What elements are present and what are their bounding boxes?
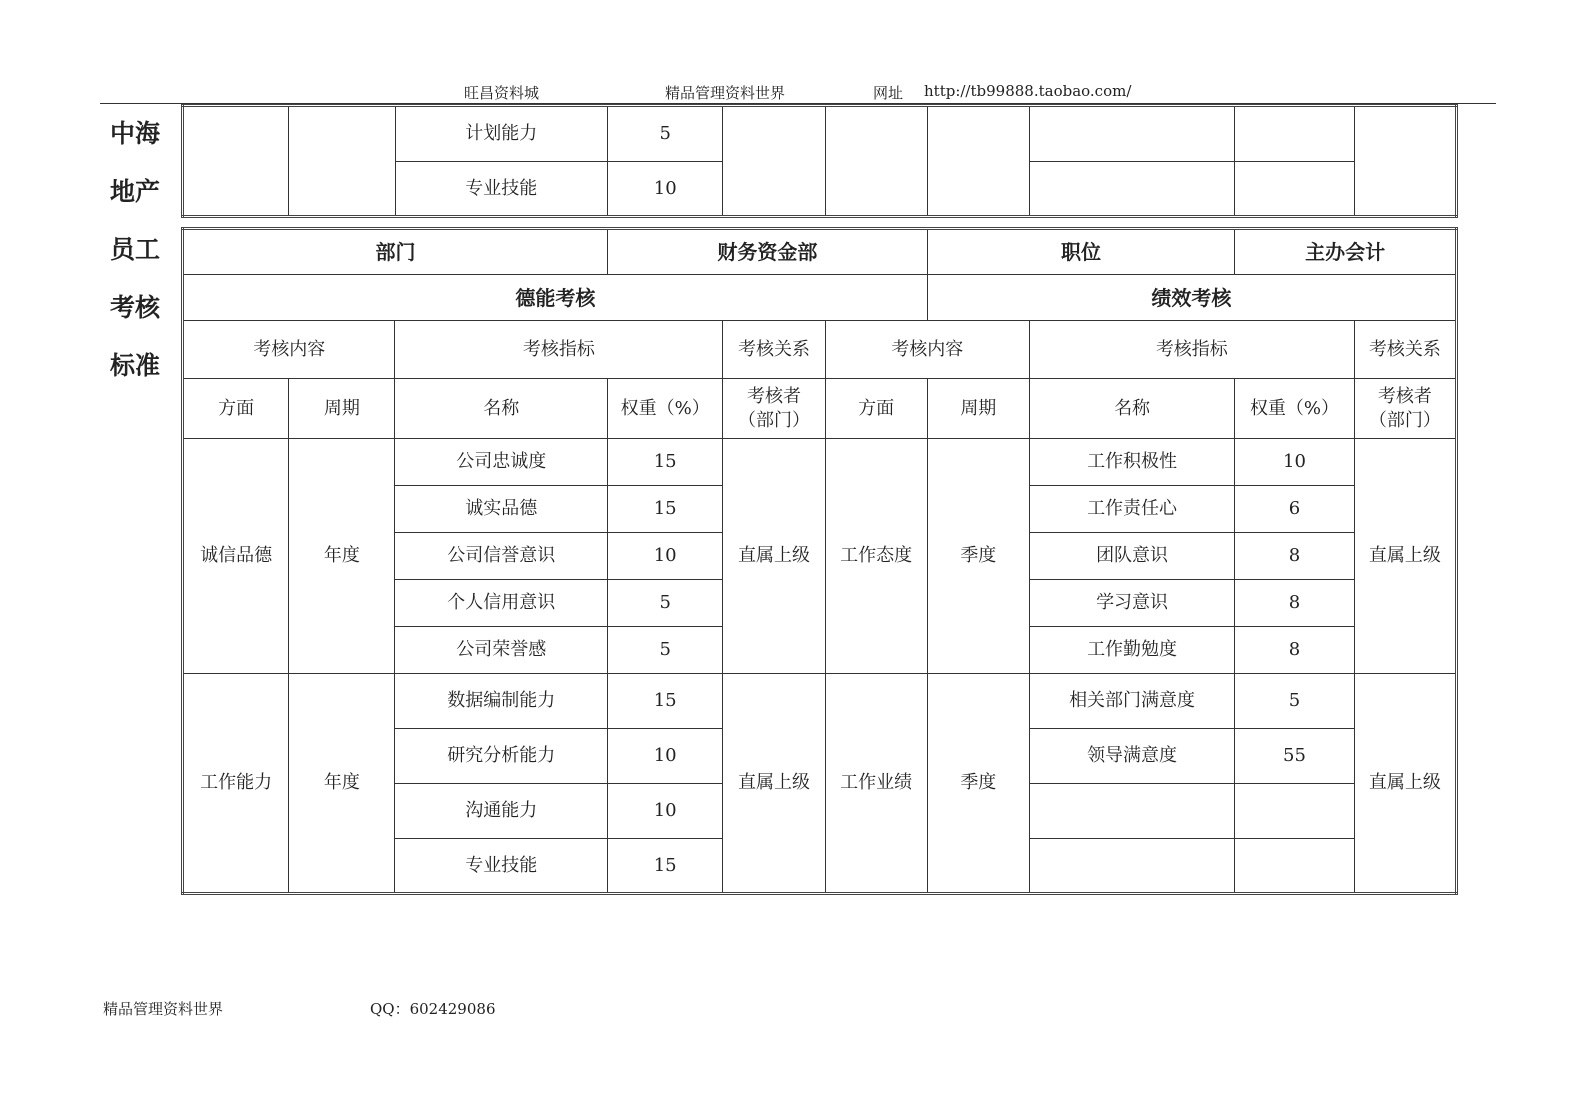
index-weight: 15 bbox=[607, 674, 722, 729]
index-weight: 5 bbox=[607, 580, 722, 627]
header-world: 精品管理资料世界 bbox=[665, 84, 786, 102]
index-name: 公司信誉意识 bbox=[395, 533, 607, 580]
index-name: 研究分析能力 bbox=[395, 729, 607, 784]
col-content: 考核内容 bbox=[183, 321, 395, 379]
position-value: 主办会计 bbox=[1235, 229, 1457, 275]
period-cell: 季度 bbox=[927, 674, 1029, 894]
index-weight: 5 bbox=[608, 106, 723, 162]
index-name: 团队意识 bbox=[1029, 533, 1234, 580]
index-weight: 15 bbox=[607, 839, 722, 894]
index-weight: 8 bbox=[1235, 580, 1355, 627]
column-header bbox=[183, 379, 1457, 439]
index-weight: 55 bbox=[1235, 729, 1355, 784]
col-aspect: 方面 bbox=[825, 379, 927, 439]
column-group-header bbox=[183, 321, 1457, 379]
index-weight: 15 bbox=[607, 486, 722, 533]
index-name: 领导满意度 bbox=[1029, 729, 1234, 784]
aspect-cell: 诚信品德 bbox=[183, 439, 289, 674]
index-name: 工作责任心 bbox=[1029, 486, 1234, 533]
index-name: 相关部门满意度 bbox=[1029, 674, 1234, 729]
period-cell: 年度 bbox=[289, 674, 395, 894]
assessment-table bbox=[181, 227, 1458, 895]
col-content: 考核内容 bbox=[825, 321, 1029, 379]
index-name: 工作勤勉度 bbox=[1029, 627, 1234, 674]
col-assessor: 考核者 （部门） bbox=[1354, 379, 1456, 439]
index-name: 沟通能力 bbox=[395, 784, 607, 839]
index-name: 个人信用意识 bbox=[395, 580, 607, 627]
table-row bbox=[183, 106, 1457, 162]
index-weight: 15 bbox=[607, 439, 722, 486]
dept-label: 部门 bbox=[183, 229, 608, 275]
table-row bbox=[183, 674, 1457, 729]
col-aspect: 方面 bbox=[183, 379, 289, 439]
index-name bbox=[1029, 784, 1234, 839]
index-name bbox=[1029, 839, 1234, 894]
index-name: 计划能力 bbox=[395, 106, 608, 162]
footer-qq: QQ：602429086 bbox=[370, 1000, 496, 1018]
aspect-cell: 工作能力 bbox=[183, 674, 289, 894]
col-name: 名称 bbox=[1029, 379, 1234, 439]
section-row bbox=[183, 275, 1457, 321]
info-row bbox=[183, 229, 1457, 275]
relation-cell: 直属上级 bbox=[723, 674, 825, 894]
index-weight: 10 bbox=[607, 729, 722, 784]
index-name: 专业技能 bbox=[395, 162, 608, 217]
index-weight: 5 bbox=[607, 627, 722, 674]
relation-cell: 直属上级 bbox=[723, 439, 825, 674]
col-assessor: 考核者 （部门） bbox=[723, 379, 825, 439]
side-title-line-4: 考核 bbox=[109, 293, 160, 322]
index-weight: 5 bbox=[1235, 674, 1355, 729]
col-weight: 权重（%） bbox=[1235, 379, 1355, 439]
table-row bbox=[183, 439, 1457, 486]
index-name: 诚实品德 bbox=[395, 486, 607, 533]
col-relation: 考核关系 bbox=[723, 321, 825, 379]
period-cell: 年度 bbox=[289, 439, 395, 674]
dept-value: 财务资金部 bbox=[607, 229, 927, 275]
col-index: 考核指标 bbox=[395, 321, 723, 379]
col-name: 名称 bbox=[395, 379, 607, 439]
index-name: 学习意识 bbox=[1029, 580, 1234, 627]
section-ethics: 德能考核 bbox=[183, 275, 928, 321]
index-weight: 10 bbox=[1235, 439, 1355, 486]
index-weight bbox=[1235, 784, 1355, 839]
period-cell: 季度 bbox=[927, 439, 1029, 674]
col-weight: 权重（%） bbox=[607, 379, 722, 439]
side-title-line-1: 中海 bbox=[109, 119, 160, 148]
side-title-line-3: 员工 bbox=[109, 235, 160, 264]
index-weight: 10 bbox=[608, 162, 723, 217]
index-weight: 8 bbox=[1235, 627, 1355, 674]
col-index: 考核指标 bbox=[1029, 321, 1354, 379]
index-weight: 6 bbox=[1235, 486, 1355, 533]
col-relation: 考核关系 bbox=[1354, 321, 1456, 379]
aspect-cell: 工作态度 bbox=[825, 439, 927, 674]
index-weight: 10 bbox=[607, 533, 722, 580]
index-weight: 8 bbox=[1235, 533, 1355, 580]
side-title-line-5: 标准 bbox=[109, 351, 160, 380]
header-shop: 旺昌资料城 bbox=[464, 84, 540, 102]
relation-cell: 直属上级 bbox=[1354, 674, 1456, 894]
section-performance: 绩效考核 bbox=[927, 275, 1456, 321]
index-name: 专业技能 bbox=[395, 839, 607, 894]
index-weight bbox=[1235, 839, 1355, 894]
index-weight: 10 bbox=[607, 784, 722, 839]
aspect-cell: 工作业绩 bbox=[825, 674, 927, 894]
index-name: 数据编制能力 bbox=[395, 674, 607, 729]
header-url-label: 网址 bbox=[873, 84, 904, 102]
col-period: 周期 bbox=[927, 379, 1029, 439]
continuation-table bbox=[181, 104, 1458, 218]
index-name: 公司忠诚度 bbox=[395, 439, 607, 486]
index-name: 公司荣誉感 bbox=[395, 627, 607, 674]
side-title-line-2: 地产 bbox=[109, 177, 160, 206]
position-label: 职位 bbox=[927, 229, 1235, 275]
index-name: 工作积极性 bbox=[1029, 439, 1234, 486]
relation-cell: 直属上级 bbox=[1354, 439, 1456, 674]
col-period: 周期 bbox=[289, 379, 395, 439]
header-url[interactable]: http://tb99888.taobao.com/ bbox=[924, 82, 1132, 100]
footer-left: 精品管理资料世界 bbox=[103, 1000, 224, 1018]
